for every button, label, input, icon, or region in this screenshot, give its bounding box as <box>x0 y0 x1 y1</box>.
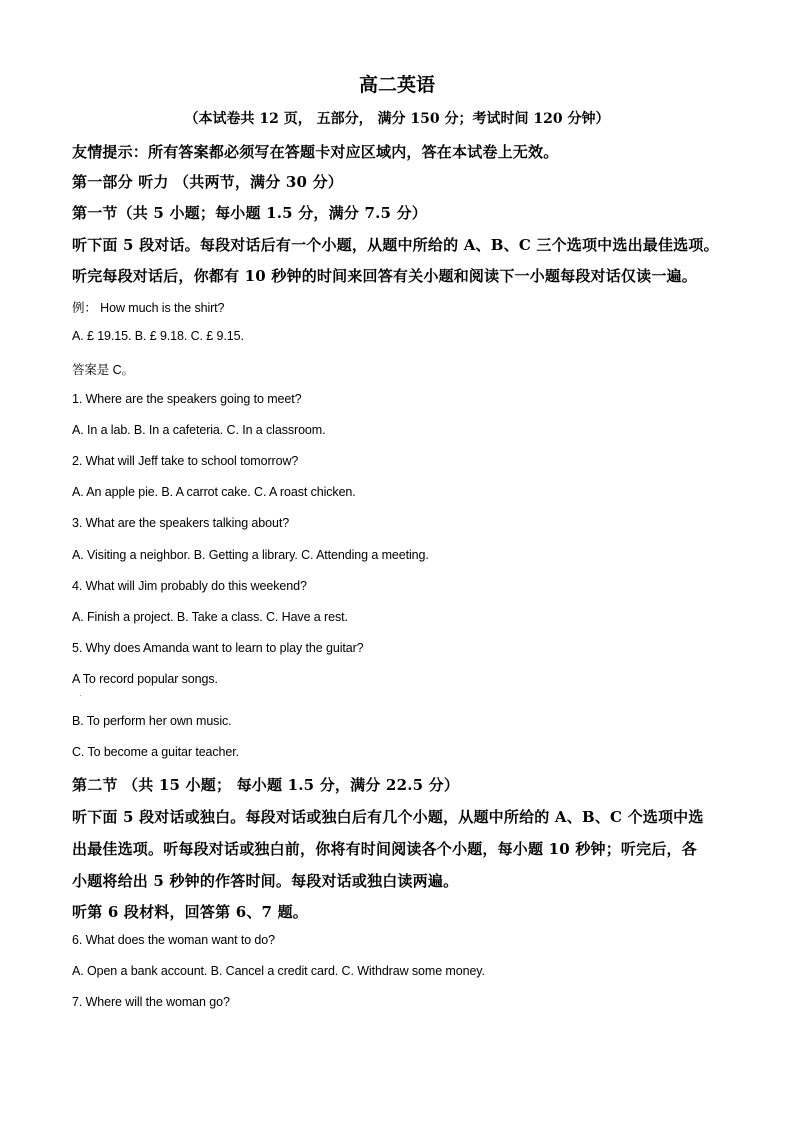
question-6-options: A. Open a bank account. B. Cancel a credit card. C. Withdraw some money. <box>72 964 485 978</box>
notice: 友情提示：所有答案都必须写在答题卡对应区域内，答在本试卷上无效。 <box>72 143 559 161</box>
section1-heading: 第一节（共 5 小题；每小题 1.5 分，满分 7.5 分） <box>72 204 427 222</box>
question-1: 1. Where are the speakers going to meet? <box>72 392 302 406</box>
exam-info: （本试卷共 12 页， 五部分， 满分 150 分；考试时间 120 分钟） <box>184 111 610 127</box>
question-3: 3. What are the speakers talking about? <box>72 516 290 530</box>
question-2-options: A. An apple pie. B. A carrot cake. C. A roast chicken. <box>72 485 356 499</box>
section2-instructions-3: 小题将给出 5 秒钟的作答时间。每段对话或独白读两遍。 <box>72 872 459 890</box>
section2-instructions-1: 听下面 5 段对话或独白。每段对话或独白后有几个小题，从题中所给的 A、B、C 个选项中选 <box>72 808 704 826</box>
question-5-option-a: A To record popular songs. <box>72 672 218 686</box>
section2-heading: 第二节 （共 15 小题； 每小题 1.5 分，满分 22.5 分） <box>72 776 460 794</box>
option-a-dot: . <box>80 692 82 698</box>
section2-instructions-2: 出最佳选项。听每段对话或独白前，你将有时间阅读各个小题，每小题 10 秒钟；听完后，各 <box>72 840 697 858</box>
section1-instructions-1: 听下面 5 段对话。每段对话后有一个小题，从题中所给的 A、B、C 三个选项中选出最佳选项。 <box>72 236 719 254</box>
question-5-option-c: C. To become a guitar teacher. <box>72 745 240 759</box>
question-5-option-b: B. To perform her own music. <box>72 714 232 728</box>
material-6-heading: 听第 6 段材料，回答第 6、7 题。 <box>72 903 309 921</box>
question-6: 6. What does the woman want to do? <box>72 933 275 947</box>
example-answer: 答案是 C。 <box>72 363 134 377</box>
question-2: 2. What will Jeff take to school tomorrow? <box>72 454 299 468</box>
example-question: 例： How much is the shirt? <box>72 301 225 315</box>
part1-heading: 第一部分 听力 （共两节，满分 30 分） <box>72 173 343 191</box>
question-4: 4. What will Jim probably do this weekend? <box>72 579 307 593</box>
example-options: A. £ 19.15. B. £ 9.18. C. £ 9.15. <box>72 329 244 343</box>
page-title: 高二英语 <box>358 74 435 96</box>
section1-instructions-2: 听完每段对话后，你都有 10 秒钟的时间来回答有关小题和阅读下一小题每段对话仅读一遍。 <box>72 267 697 285</box>
question-5: 5. Why does Amanda want to learn to play the guitar? <box>72 641 364 655</box>
question-1-options: A. In a lab. B. In a cafeteria. C. In a classroom. <box>72 423 326 437</box>
question-7: 7. Where will the woman go? <box>72 995 230 1009</box>
question-3-options: A. Visiting a neighbor. B. Getting a library. C. Attending a meeting. <box>72 548 429 562</box>
question-4-options: A. Finish a project. B. Take a class. C. Have a rest. <box>72 610 348 624</box>
